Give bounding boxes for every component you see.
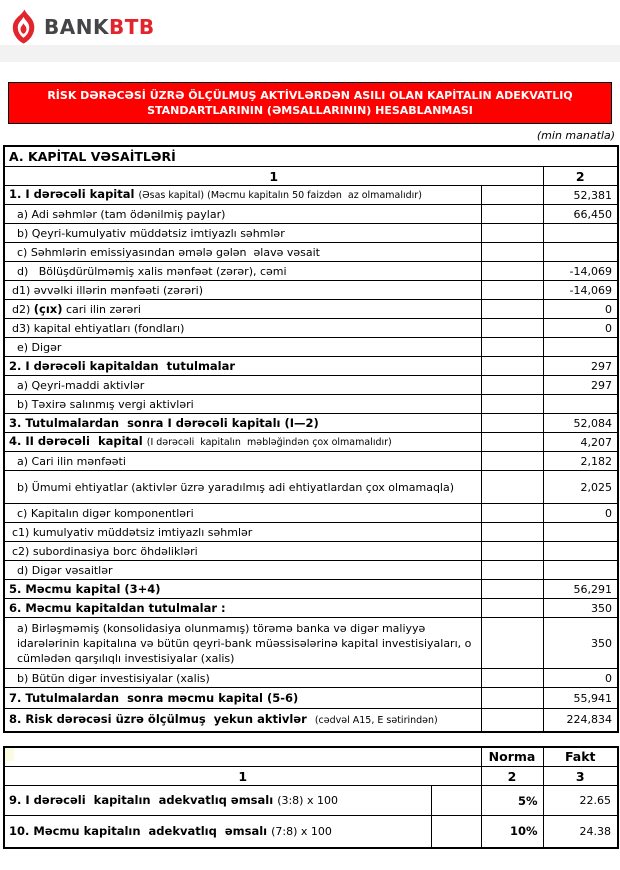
row-label: d) Bölüşdürülməmiş xalis mənfəət (zərər), cəmi bbox=[4, 262, 481, 281]
spacer-cell bbox=[431, 816, 481, 848]
unit-note: (min manatla) bbox=[536, 129, 615, 142]
value-cell: 2,182 bbox=[543, 452, 618, 471]
row-label: 1. I dərəcəli kapital (Əsas kapital) (Məcmu kapitalın 50 faizdən az olmamalıdır) bbox=[4, 186, 481, 205]
report-title-line1: RİSK DƏRƏCƏSİ ÜZRƏ ÖLÇÜLMUŞ AKTİVLƏRDƏN ASILI OLAN KAPİTALIN ADEKVATLIQ bbox=[47, 89, 573, 102]
value-cell: 2,025 bbox=[543, 471, 618, 504]
row-label: b) Qeyri-kumulyativ müddətsiz imtiyazlı səhmlər bbox=[4, 224, 481, 243]
table-row bbox=[4, 262, 618, 281]
spacer-cell bbox=[481, 224, 543, 243]
table-row bbox=[4, 504, 618, 523]
spacer-cell bbox=[481, 709, 543, 732]
logo-wordmark bbox=[44, 14, 155, 39]
row-label: a) Birləşməmiş (konsolidasiya olunmamış) törəmə banka və digər maliyyə idarələrinin kapitalına və bütün qeyri-bank müəssisələrinə kapital investisiyaları, o cümlədən qarşılıqlı investisiyalar (xalis) bbox=[4, 618, 481, 669]
section-title-row bbox=[4, 146, 618, 167]
spacer-cell bbox=[431, 786, 481, 816]
spacer-cell bbox=[481, 243, 543, 262]
spacer-cell bbox=[481, 433, 543, 452]
section-title: A. KAPİTAL VƏSAİTLƏRİ bbox=[4, 146, 618, 167]
value-cell: 297 bbox=[543, 376, 618, 395]
report-title-line2: STANDARTLARININ (ƏMSALLARININ) HESABLANMASI bbox=[147, 104, 473, 117]
spacer-cell bbox=[481, 319, 543, 338]
table-row bbox=[4, 224, 618, 243]
spacer-cell bbox=[481, 357, 543, 376]
table-row bbox=[4, 338, 618, 357]
row-label: a) Cari ilin mənfəəti bbox=[4, 452, 481, 471]
row-label: d3) kapital ehtiyatları (fondları) bbox=[4, 319, 481, 338]
table-row bbox=[4, 376, 618, 395]
logo-btb-text: BTB bbox=[108, 14, 155, 39]
spacer-cell bbox=[481, 452, 543, 471]
spacer-cell bbox=[481, 395, 543, 414]
row-label: b) Bütün digər investisiyalar (xalis) bbox=[4, 669, 481, 688]
norma-value-cell: 10% bbox=[481, 816, 543, 848]
ratio-column-3: 3 bbox=[543, 767, 618, 786]
flame-icon bbox=[9, 9, 38, 44]
row-label: d2) (çıx) cari ilin zərəri bbox=[4, 300, 481, 319]
table-row bbox=[4, 786, 618, 816]
report-title-banner bbox=[8, 82, 612, 124]
row-label: b) Ümumi ehtiyatlar (aktivlər üzrə yaradılmış adi ehtiyatlardan çox olmamaqla) bbox=[4, 471, 481, 504]
value-cell bbox=[543, 523, 618, 542]
table-row bbox=[4, 300, 618, 319]
bank-logo bbox=[0, 0, 620, 45]
row-label: c) Səhmlərin emissiyasından əmələ gələn əlavə vəsait bbox=[4, 243, 481, 262]
logo-bank-text: BANK bbox=[44, 14, 109, 39]
spacer-cell bbox=[481, 688, 543, 709]
table-row bbox=[4, 281, 618, 300]
table-row bbox=[4, 816, 618, 848]
table-row bbox=[4, 433, 618, 452]
value-cell: 224,834 bbox=[543, 709, 618, 732]
capital-table-body bbox=[4, 186, 618, 732]
row-label: 9. I dərəcəli kapitalın adekvatlıq əmsalı (3:8) x 100 bbox=[4, 786, 431, 816]
value-cell bbox=[543, 243, 618, 262]
value-cell: 350 bbox=[543, 618, 618, 669]
value-cell: 55,941 bbox=[543, 688, 618, 709]
table-row bbox=[4, 599, 618, 618]
table-row bbox=[4, 669, 618, 688]
table-row bbox=[4, 205, 618, 224]
fakt-header: Fakt bbox=[543, 747, 618, 767]
fakt-value-cell: 22.65 bbox=[543, 786, 618, 816]
spacer-cell bbox=[481, 561, 543, 580]
table-row bbox=[4, 688, 618, 709]
value-cell: -14,069 bbox=[543, 281, 618, 300]
spacer-cell bbox=[481, 542, 543, 561]
row-label: d1) əvvəlki illərin mənfəəti (zərəri) bbox=[4, 281, 481, 300]
value-cell: 350 bbox=[543, 599, 618, 618]
capital-table bbox=[3, 145, 619, 733]
table-row bbox=[4, 452, 618, 471]
value-cell: 0 bbox=[543, 504, 618, 523]
spacer-cell bbox=[481, 504, 543, 523]
value-cell bbox=[543, 542, 618, 561]
value-cell: 56,291 bbox=[543, 580, 618, 599]
norma-value-cell: 5% bbox=[481, 786, 543, 816]
table-row bbox=[4, 395, 618, 414]
spacer-cell bbox=[481, 618, 543, 669]
row-label: b) Təxirə salınmış vergi aktivləri bbox=[4, 395, 481, 414]
ratio-column-1: 1 bbox=[4, 767, 481, 786]
value-cell: -14,069 bbox=[543, 262, 618, 281]
row-label: a) Adi səhmlər (tam ödənilmiş paylar) bbox=[4, 205, 481, 224]
spacer-cell bbox=[481, 262, 543, 281]
spacer-cell bbox=[481, 300, 543, 319]
spacer-cell bbox=[481, 580, 543, 599]
row-label: 2. I dərəcəli kapitaldan tutulmalar bbox=[4, 357, 481, 376]
header-divider-bar bbox=[0, 45, 620, 62]
value-cell: 0 bbox=[543, 319, 618, 338]
column-header-row bbox=[4, 167, 618, 186]
spacer-cell bbox=[481, 338, 543, 357]
table-row bbox=[4, 709, 618, 732]
value-cell: 52,381 bbox=[543, 186, 618, 205]
table-row bbox=[4, 618, 618, 669]
ratio-header-row bbox=[4, 747, 618, 767]
row-label: 10. Məcmu kapitalın adekvatlıq əmsalı (7:8) x 100 bbox=[4, 816, 431, 848]
spacer-cell bbox=[481, 523, 543, 542]
table-row bbox=[4, 561, 618, 580]
value-cell: 0 bbox=[543, 300, 618, 319]
spacer-cell bbox=[481, 281, 543, 300]
ratio-column-2: 2 bbox=[481, 767, 543, 786]
row-label: c) Kapitalın digər komponentləri bbox=[4, 504, 481, 523]
table-row bbox=[4, 542, 618, 561]
row-label: 3. Tutulmalardan sonra I dərəcəli kapitalı (I—2) bbox=[4, 414, 481, 433]
spacer-cell bbox=[481, 599, 543, 618]
spacer-cell bbox=[481, 205, 543, 224]
fakt-value-cell: 24.38 bbox=[543, 816, 618, 848]
table-row bbox=[4, 186, 618, 205]
value-cell: 66,450 bbox=[543, 205, 618, 224]
table-row bbox=[4, 523, 618, 542]
ratio-table bbox=[3, 746, 619, 849]
row-label: 6. Məcmu kapitaldan tutulmalar : bbox=[4, 599, 481, 618]
spacer-cell bbox=[481, 186, 543, 205]
value-cell: 0 bbox=[543, 669, 618, 688]
row-label: 4. II dərəcəli kapital (I dərəcəli kapitalın məbləğindən çox olmamalıdır) bbox=[4, 433, 481, 452]
value-cell bbox=[543, 561, 618, 580]
row-label: 8. Risk dərəcəsi üzrə ölçülmuş yekun aktivlər (cədvəl A15, E sətirindən) bbox=[4, 709, 481, 732]
highlight-artifact bbox=[5, 748, 14, 761]
table-row bbox=[4, 319, 618, 338]
column-header-2: 2 bbox=[543, 167, 618, 186]
value-cell: 4,207 bbox=[543, 433, 618, 452]
row-label: 5. Məcmu kapital (3+4) bbox=[4, 580, 481, 599]
row-label: c2) subordinasiya borc öhdəlikləri bbox=[4, 542, 481, 561]
row-label: e) Digər bbox=[4, 338, 481, 357]
spacer-cell bbox=[481, 414, 543, 433]
value-cell bbox=[543, 338, 618, 357]
spacer-cell bbox=[481, 471, 543, 504]
ratio-header-empty bbox=[4, 747, 481, 767]
table-row bbox=[4, 414, 618, 433]
row-label: a) Qeyri-maddi aktivlər bbox=[4, 376, 481, 395]
table-row bbox=[4, 580, 618, 599]
row-label: c1) kumulyativ müddətsiz imtiyazlı səhmlər bbox=[4, 523, 481, 542]
row-label: 7. Tutulmalardan sonra məcmu kapital (5-6) bbox=[4, 688, 481, 709]
table-row bbox=[4, 357, 618, 376]
value-cell bbox=[543, 224, 618, 243]
row-label: d) Digər vəsaitlər bbox=[4, 561, 481, 580]
spacer-cell bbox=[481, 669, 543, 688]
value-cell: 52,084 bbox=[543, 414, 618, 433]
value-cell bbox=[543, 395, 618, 414]
table-row bbox=[4, 471, 618, 504]
norma-header: Norma bbox=[481, 747, 543, 767]
ratio-table-body bbox=[4, 786, 618, 848]
spacer-cell bbox=[481, 376, 543, 395]
table-row bbox=[4, 243, 618, 262]
column-header-1: 1 bbox=[4, 167, 543, 186]
ratio-colnum-row bbox=[4, 767, 618, 786]
value-cell: 297 bbox=[543, 357, 618, 376]
